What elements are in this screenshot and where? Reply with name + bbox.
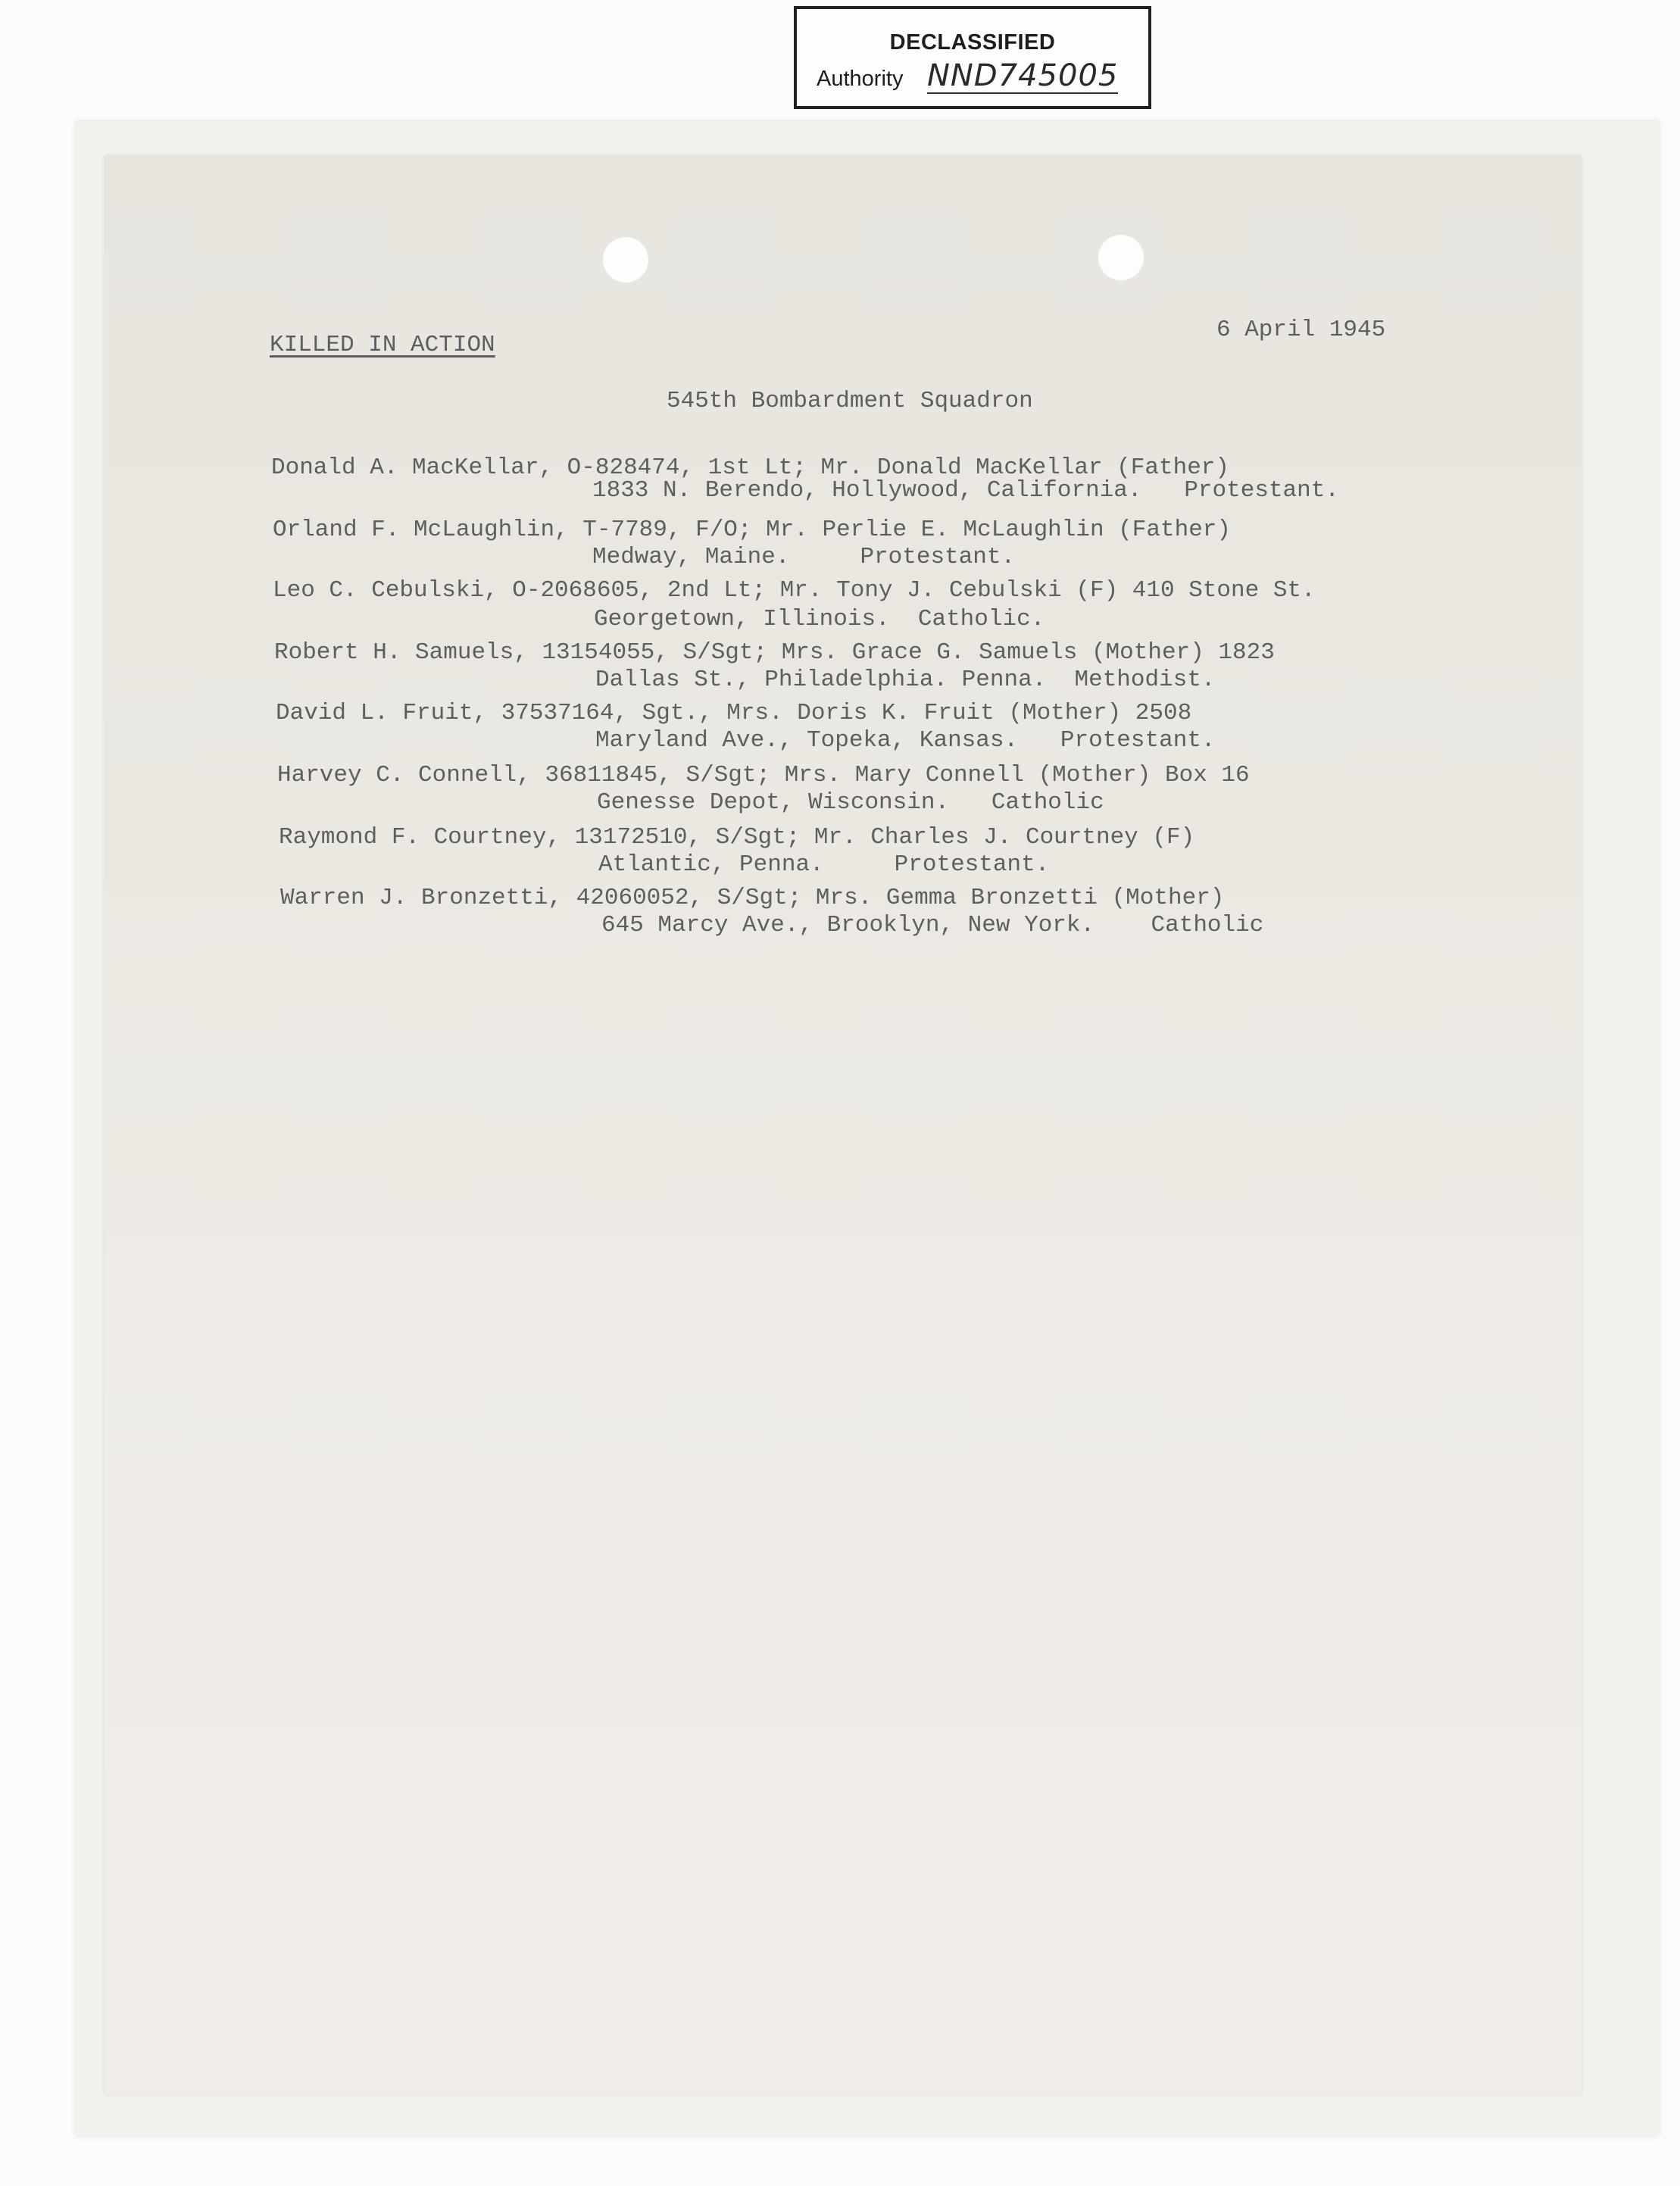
- entry-name-line: Warren J. Bronzetti, 42060052, S/Sgt; Mrs. Gemma Bronzetti (Mother): [280, 885, 1225, 911]
- punch-hole-right: [1098, 235, 1144, 280]
- stamp-title: DECLASSIFIED: [889, 30, 1056, 55]
- document-page: [105, 155, 1582, 2094]
- entry-address-line: 1833 N. Berendo, Hollywood, California. Protestant.: [592, 477, 1339, 504]
- entry-name-line: Leo C. Cebulski, O-2068605, 2nd Lt; Mr. Tony J. Cebulski (F) 410 Stone St.: [273, 577, 1316, 604]
- entry-name-line: Orland F. McLaughlin, T-7789, F/O; Mr. Perlie E. McLaughlin (Father): [273, 517, 1232, 543]
- entry-name-line: David L. Fruit, 37537164, Sgt., Mrs. Doris K. Fruit (Mother) 2508: [276, 700, 1192, 726]
- stamp-authority-label: Authority: [817, 67, 904, 91]
- entry-address-line: Atlantic, Penna. Protestant.: [598, 851, 1050, 878]
- entry-name-line: Donald A. MacKellar, O-828474, 1st Lt; Mr. Donald MacKellar (Father): [271, 454, 1230, 481]
- unit-name: 545th Bombardment Squadron: [667, 388, 1033, 414]
- entry-name-line: Harvey C. Connell, 36811845, S/Sgt; Mrs. Mary Connell (Mother) Box 16: [277, 762, 1250, 789]
- document-heading: KILLED IN ACTION: [270, 332, 495, 358]
- entry-address-line: Dallas St., Philadelphia. Penna. Methodist.: [595, 667, 1216, 693]
- entry-name-line: Raymond F. Courtney, 13172510, S/Sgt; Mr. Charles J. Courtney (F): [279, 824, 1195, 851]
- declassified-stamp: [794, 6, 1151, 109]
- entry-address-line: Genesse Depot, Wisconsin. Catholic: [597, 789, 1104, 816]
- entry-name-line: Robert H. Samuels, 13154055, S/Sgt; Mrs. Grace G. Samuels (Mother) 1823: [274, 639, 1275, 666]
- entry-address-line: Maryland Ave., Topeka, Kansas. Protestant.: [595, 727, 1216, 754]
- document-date: 6 April 1945: [1216, 317, 1386, 343]
- entry-address-line: Georgetown, Illinois. Catholic.: [594, 606, 1045, 632]
- entry-address-line: Medway, Maine. Protestant.: [592, 544, 1016, 570]
- entry-address-line: 645 Marcy Ave., Brooklyn, New York. Catholic: [601, 912, 1264, 938]
- stamp-authority-value: NND745005: [927, 58, 1119, 93]
- punch-hole-left: [603, 237, 648, 283]
